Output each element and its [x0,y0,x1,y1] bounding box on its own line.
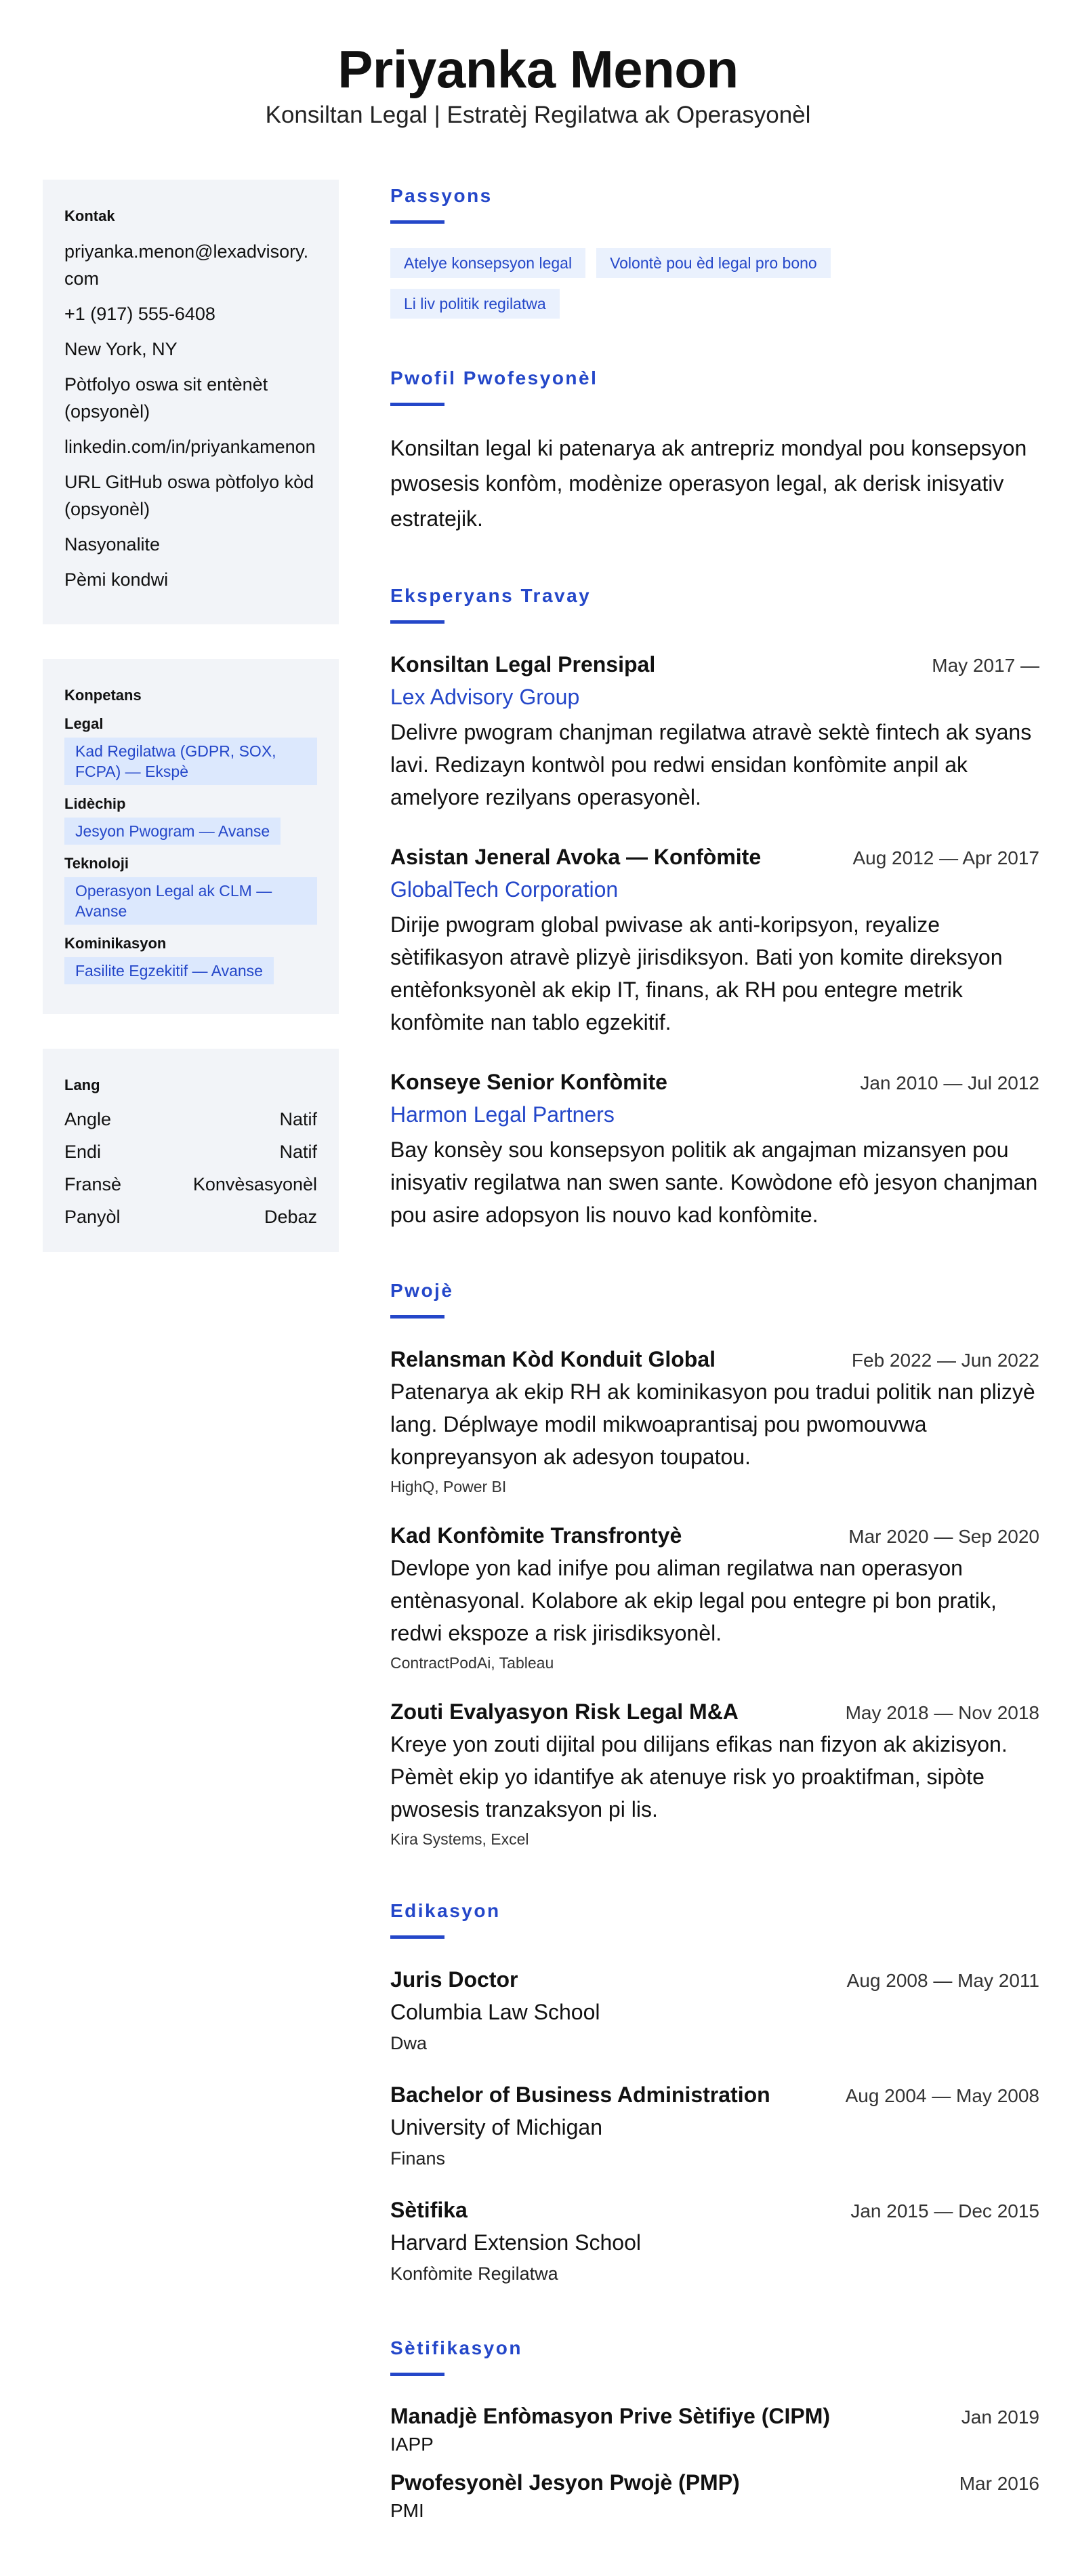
skill-category: Legal [64,715,104,732]
candidate-headline: Konsiltan Legal | Estratèj Regilatwa ak Operasyonèl [265,102,811,128]
experience-section [390,584,1039,1231]
certification-entry [390,2467,1039,2524]
job-company: GlobalTech Corporation [390,877,619,902]
job-entry [390,1066,1039,1231]
project-tech: Kira Systems, Excel [390,1830,529,1848]
contact-heading: Kontak [64,207,115,224]
section-divider [390,1315,444,1319]
project-entry [390,1343,1039,1499]
job-dates: Aug 2012 — Apr 2017 [852,847,1039,868]
language-level: Konvèsasyonèl [192,1174,317,1194]
interests-section [390,184,1039,319]
section-divider [390,220,444,224]
skill-tag: Jesyon Pwogram — Avanse [64,818,281,845]
project-title: Zouti Evalyasyon Risk Legal M&A [390,1699,739,1724]
skills-heading: Konpetans [64,687,142,704]
job-title: Konsiltan Legal Prensipal [390,652,656,677]
project-tech: ContractPodAi, Tableau [390,1654,554,1672]
project-description: Kreye yon zouti dijital pou dilijans efikas nan fizyon ak akizisyon. Pèmèt ekip yo idantifye ak atenuye risk yo proaktifman, sipòte pwosesis tranzaksyon pi lis. [390,1732,1008,1822]
contact-license: Pèmi kondwi [64,569,169,590]
project-dates: Feb 2022 — Jun 2022 [851,1350,1039,1371]
projects-section [390,1279,1039,1851]
job-entry [390,648,1039,813]
field-of-study: Dwa [390,2033,428,2053]
main-content [390,180,1039,2571]
interest-list [390,248,932,319]
section-heading: Pwojè [390,1280,454,1301]
profile-section [390,366,1039,536]
language-row [64,1168,317,1201]
contact-box [43,180,339,624]
certification-date: Mar 2016 [959,2473,1039,2494]
school: University of Michigan [390,2115,602,2139]
school: Harvard Extension School [390,2230,641,2255]
certification-date: Jan 2019 [961,2407,1039,2428]
project-title: Kad Konfòmite Transfrontyè [390,1523,682,1548]
contact-portfolio[interactable]: Pòtfolyo oswa sit entènèt (opsyonèl) [64,374,268,422]
job-dates: May 2017 — [932,655,1039,676]
job-company: Harmon Legal Partners [390,1102,615,1127]
contact-nationality: Nasyonalite [64,534,161,555]
project-title: Relansman Kòd Konduit Global [390,1347,716,1371]
language-level: Debaz [264,1207,317,1227]
education-entry [390,2078,1039,2173]
resume-header [0,0,1076,130]
contact-location: New York, NY [64,339,178,359]
language-name: Endi [64,1142,102,1162]
job-description: Dirije pwogram global pwivase ak anti-koripsyon, reyalize sètifikasyon atravè plizyè jirisdiksyon. Bati yon komite direksyon entèfonksyonèl ak ekip IT, finans, ak RH pou entegre metrik konfòmite nan tablo egzekitif. [390,912,1003,1034]
section-heading: Pwofil Pwofesyonèl [390,367,598,388]
language-level: Natif [279,1142,317,1162]
degree: Sètifika [390,2198,468,2222]
certification-issuer: PMI [390,2500,424,2521]
job-title: Asistan Jeneral Avoka — Konfòmite [390,845,762,869]
skill-tag: Fasilite Egzekitif — Avanse [64,957,274,984]
skill-category: Lidèchip [64,795,126,812]
section-divider [390,1935,444,1939]
section-divider [390,403,444,406]
section-heading: Eksperyans Travay [390,585,592,606]
language-row [64,1103,317,1135]
section-heading: Sètifikasyon [390,2337,522,2358]
job-company: Lex Advisory Group [390,685,580,709]
interest-tag: Li liv politik regilatwa [390,289,560,319]
languages-heading: Lang [64,1076,100,1093]
certifications-section [390,2336,1039,2524]
certification-issuer: IAPP [390,2434,434,2455]
job-dates: Jan 2010 — Jul 2012 [860,1072,1039,1093]
school: Columbia Law School [390,2000,600,2024]
interest-tag: Volontè pou èd legal pro bono [596,248,831,278]
skills-box [43,659,339,1014]
contact-phone[interactable]: +1 (917) 555-6408 [64,304,215,324]
sidebar [43,180,339,2571]
field-of-study: Konfòmite Regilatwa [390,2263,558,2284]
language-row [64,1201,317,1233]
education-entry [390,1963,1039,2058]
project-dates: Mar 2020 — Sep 2020 [848,1526,1039,1547]
section-divider [390,2373,444,2376]
contact-linkedin[interactable]: linkedin.com/in/priyankamenon [64,437,316,457]
job-description: Bay konsèy sou konsepsyon politik ak angajman mizansyen pou inisyativ regilatwa nan swen sante. Kowòdone efò jesyon chanjman pou asire adopsyon lis nouvo kad konfòmite. [390,1138,1038,1227]
interest-tag: Atelye konsepsyon legal [390,248,585,278]
resume-body [43,180,1039,2571]
degree: Bachelor of Business Administration [390,2082,770,2107]
section-heading: Edikasyon [390,1900,501,1921]
field-of-study: Finans [390,2148,446,2169]
profile-summary: Konsiltan legal ki patenarya ak antrepriz mondyal pou konsepsyon pwosesis konfòm, modènize operasyon legal, ak derisk inisyativ estratejik. [390,436,1027,531]
education-dates: Jan 2015 — Dec 2015 [850,2200,1039,2221]
section-heading: Passyons [390,185,493,206]
candidate-name: Priyanka Menon [337,39,739,99]
language-row [64,1135,317,1168]
project-entry [390,1695,1039,1851]
contact-email[interactable]: priyanka.menon@lexadvisory.com [64,241,309,289]
project-description: Patenarya ak ekip RH ak kominikasyon pou tradui politik nan plizyè lang. Déplwaye modil mikwoaprantisaj pou pwomouvwa konpreyansyon ak adesyon toupatou. [390,1380,1035,1469]
job-title: Konseye Senior Konfòmite [390,1070,667,1094]
project-tech: HighQ, Power BI [390,1478,507,1495]
certification-entry [390,2400,1039,2457]
degree: Juris Doctor [390,1967,518,1992]
education-entry [390,2194,1039,2289]
skill-category: Teknoloji [64,855,129,872]
language-name: Panyòl [64,1207,121,1227]
job-entry [390,841,1039,1039]
certification-name: Manadjè Enfòmasyon Prive Sètifiye (CIPM) [390,2404,831,2428]
project-description: Devlope yon kad inifye pou aliman regilatwa nan operasyon entènasyonal. Kolabore ak ekip legal pou entegre pi bon pratik, redwi ekspoze a risk jirisdiksyonèl. [390,1556,997,1645]
skill-tag: Operasyon Legal ak CLM — Avanse [64,877,317,925]
education-dates: Aug 2008 — May 2011 [846,1970,1039,1991]
education-dates: Aug 2004 — May 2008 [845,2085,1039,2106]
job-description: Delivre pwogram chanjman regilatwa atravè sektè fintech ak syans lavi. Redizayn kontwòl pou redwi ensidan konfòmite anpil ak amelyore rezilyans operasyonèl. [390,720,1032,809]
language-name: Fransè [64,1174,122,1194]
skill-tag: Kad Regilatwa (GDPR, SOX, FCPA) — Ekspè [64,738,317,785]
project-dates: May 2018 — Nov 2018 [845,1702,1039,1723]
language-level: Natif [279,1109,317,1129]
education-section [390,1899,1039,2289]
language-name: Angle [64,1109,112,1129]
project-entry [390,1519,1039,1675]
languages-box [43,1049,339,1252]
skill-category: Kominikasyon [64,935,167,952]
certification-name: Pwofesyonèl Jesyon Pwojè (PMP) [390,2470,740,2495]
contact-github[interactable]: URL GitHub oswa pòtfolyo kòd (opsyonèl) [64,472,314,519]
section-divider [390,620,444,624]
